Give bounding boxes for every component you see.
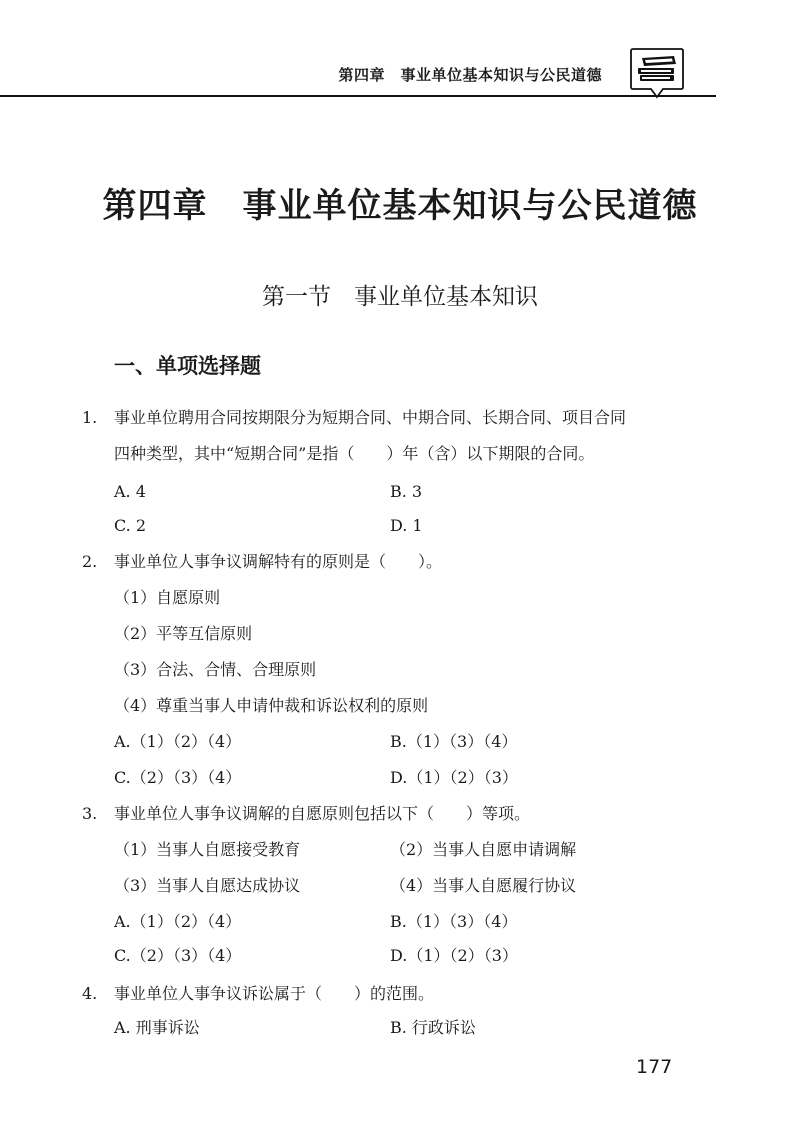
question-item: （2）当事人自愿申请调解 bbox=[390, 840, 577, 859]
option-d: D.（1）（2）（3） bbox=[390, 946, 518, 965]
question-stem: 事业单位人事争议调解特有的原则是（ ）。 bbox=[114, 552, 443, 571]
question-item: （1）自愿原则 bbox=[114, 588, 221, 607]
option-c: C.（2）（3）（4） bbox=[114, 946, 242, 965]
option-d: D.（1）（2）（3） bbox=[390, 768, 518, 787]
question-number: 1. bbox=[82, 408, 98, 427]
option-b: B.（1）（3）（4） bbox=[390, 912, 518, 931]
option-a: A. 刑事诉讼 bbox=[114, 1018, 200, 1037]
option-b: B. 3 bbox=[390, 482, 423, 501]
option-a: A.（1）（2）（4） bbox=[114, 732, 242, 751]
header-rule bbox=[0, 95, 716, 97]
option-c: C. 2 bbox=[114, 516, 147, 535]
question-stem: 事业单位人事争议调解的自愿原则包括以下（ ）等项。 bbox=[114, 804, 531, 823]
option-a: A.（1）（2）（4） bbox=[114, 912, 242, 931]
question-number: 4. bbox=[82, 984, 98, 1003]
question-item: （4）尊重当事人申请仲裁和诉讼权利的原则 bbox=[114, 696, 429, 715]
books-icon bbox=[630, 46, 684, 100]
option-c: C.（2）（3）（4） bbox=[114, 768, 242, 787]
question-item: （1）当事人自愿接受教育 bbox=[114, 840, 301, 859]
section-title: 第一节 事业单位基本知识 bbox=[262, 284, 538, 310]
running-header bbox=[0, 0, 800, 100]
option-b: B. 行政诉讼 bbox=[390, 1018, 476, 1037]
question-item: （2）平等互信原则 bbox=[114, 624, 253, 643]
option-b: B.（1）（3）（4） bbox=[390, 732, 518, 751]
subsection-title: 一、单项选择题 bbox=[114, 354, 261, 378]
question-number: 3. bbox=[82, 804, 98, 823]
question-item: （4）当事人自愿履行协议 bbox=[390, 876, 577, 895]
question-stem: 事业单位聘用合同按期限分为短期合同、中期合同、长期合同、项目合同 bbox=[114, 408, 627, 427]
question-stem: 四种类型，其中“短期合同”是指（ ）年（含）以下期限的合同。 bbox=[114, 444, 595, 463]
chapter-title: 第四章 事业单位基本知识与公民道德 bbox=[102, 186, 698, 226]
question-number: 2. bbox=[82, 552, 98, 571]
header-text: 第四章 事业单位基本知识与公民道德 bbox=[338, 66, 602, 84]
question-item: （3）当事人自愿达成协议 bbox=[114, 876, 301, 895]
question-stem: 事业单位人事争议诉讼属于（ ）的范围。 bbox=[114, 984, 435, 1003]
question-item: （3）合法、合情、合理原则 bbox=[114, 660, 317, 679]
option-d: D. 1 bbox=[390, 516, 423, 535]
page-number: 177 bbox=[636, 1056, 673, 1078]
option-a: A. 4 bbox=[114, 482, 146, 501]
